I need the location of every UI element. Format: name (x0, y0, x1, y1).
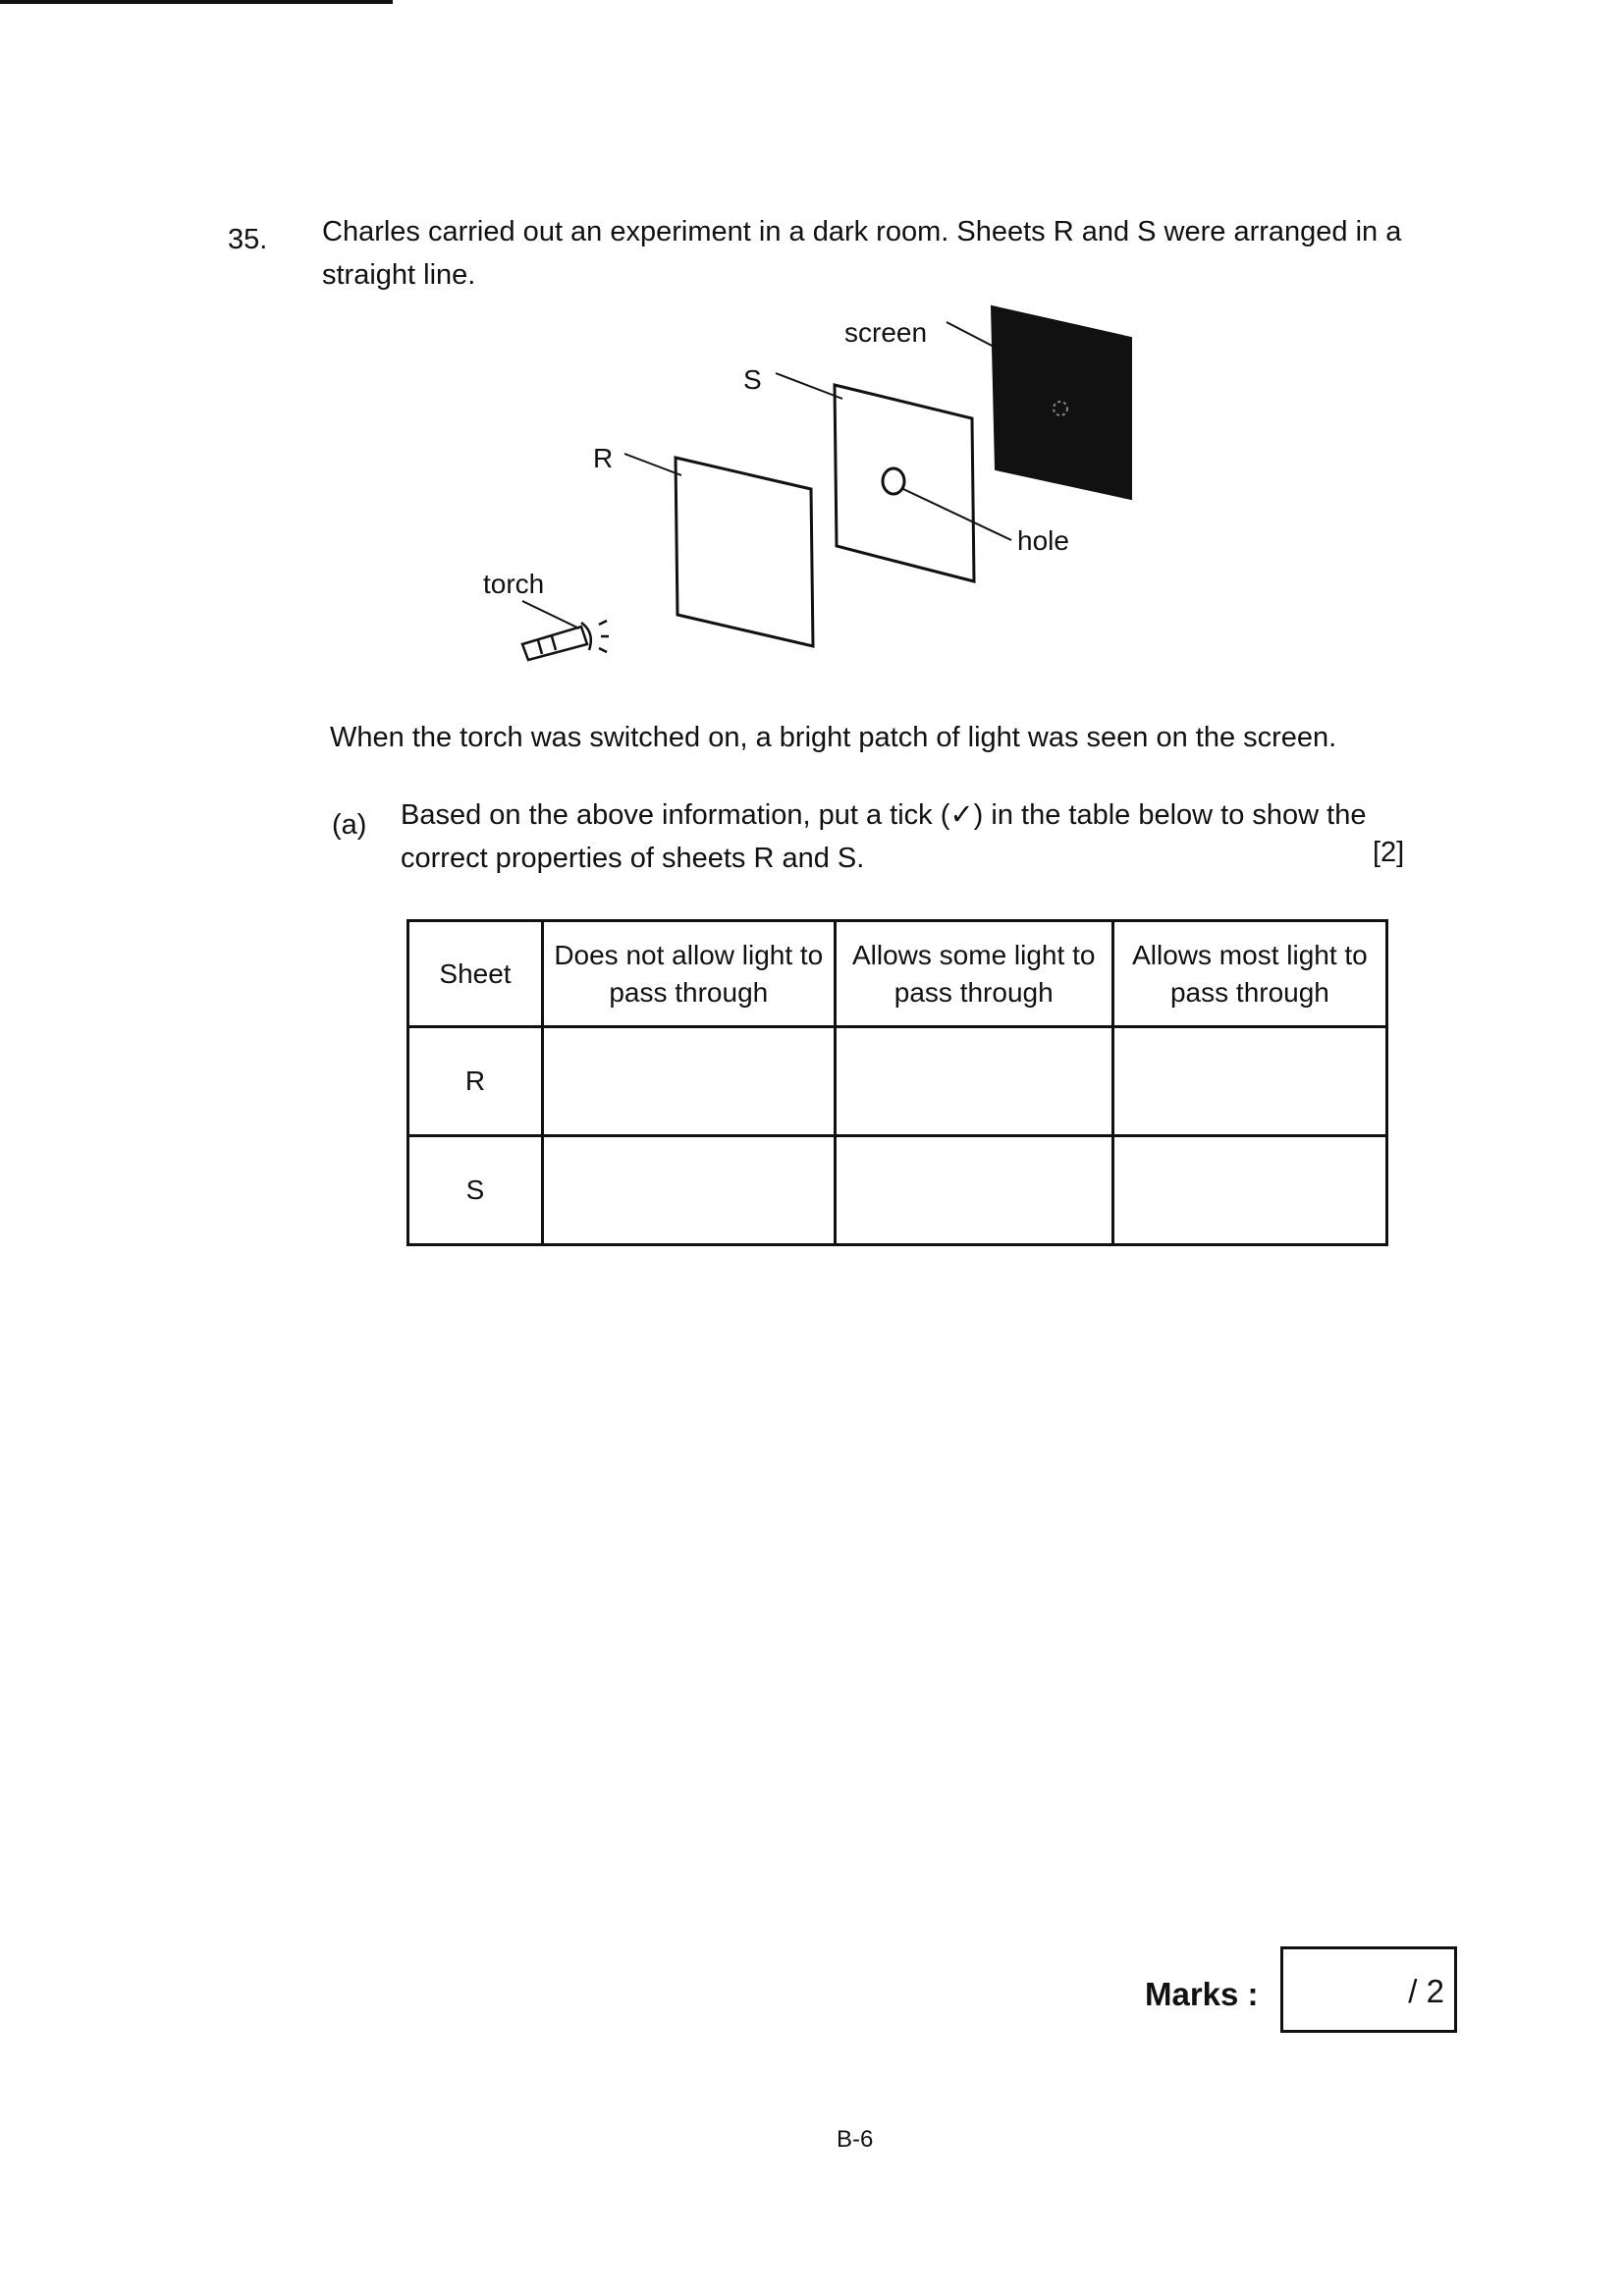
row-sheet-label: S (408, 1136, 543, 1245)
sheet-r (676, 458, 813, 646)
label-screen: screen (844, 317, 928, 348)
label-hole: hole (1017, 525, 1069, 556)
question-text: Charles carried out an experiment in a dark room. Sheets R and S were arranged in a straight line. (322, 216, 1402, 291)
tick-cell-s-most-light[interactable] (1112, 1136, 1386, 1245)
table-row (408, 1027, 1387, 1136)
marks-box[interactable] (1280, 1946, 1457, 2033)
properties-table (406, 919, 1388, 1246)
tick-cell-r-some-light[interactable] (835, 1027, 1112, 1136)
label-torch: torch (483, 569, 545, 599)
part-a-marks: [2] (1373, 837, 1405, 868)
header-most-light: Allows most light to pass through (1112, 921, 1386, 1027)
s-leader (776, 373, 842, 399)
tick-cell-s-some-light[interactable] (835, 1136, 1112, 1245)
screen-panel (992, 306, 1131, 499)
header-no-light: Does not allow light to pass through (543, 921, 836, 1027)
torch-icon (522, 621, 609, 660)
tick-cell-r-no-light[interactable] (543, 1027, 836, 1136)
tick-cell-r-most-light[interactable] (1112, 1027, 1386, 1136)
observation-text: When the torch was switched on, a bright patch of light was seen on the screen. (330, 722, 1337, 753)
top-edge-rule (0, 0, 393, 4)
table-header-row (408, 921, 1387, 1027)
sheet-s-hole (883, 468, 904, 494)
r-leader (624, 454, 681, 475)
marks-label: Marks : (1145, 1976, 1259, 2012)
question-number: 35. (228, 224, 268, 255)
experiment-diagram (461, 295, 1168, 707)
part-a-label: (a) (332, 809, 367, 841)
header-sheet: Sheet (408, 921, 543, 1027)
row-sheet-label: R (408, 1027, 543, 1136)
label-s: S (743, 364, 762, 395)
page-number: B-6 (837, 2126, 874, 2153)
marks-total: / 2 (1408, 1973, 1444, 2009)
part-a-text: Based on the above information, put a tick (✓) in the table below to show the correct properties of sheets R and S. (401, 799, 1367, 874)
header-some-light: Allows some light to pass through (835, 921, 1112, 1027)
tick-cell-s-no-light[interactable] (543, 1136, 836, 1245)
table-row (408, 1136, 1387, 1245)
torch-leader (522, 601, 579, 629)
label-r: R (593, 443, 614, 473)
